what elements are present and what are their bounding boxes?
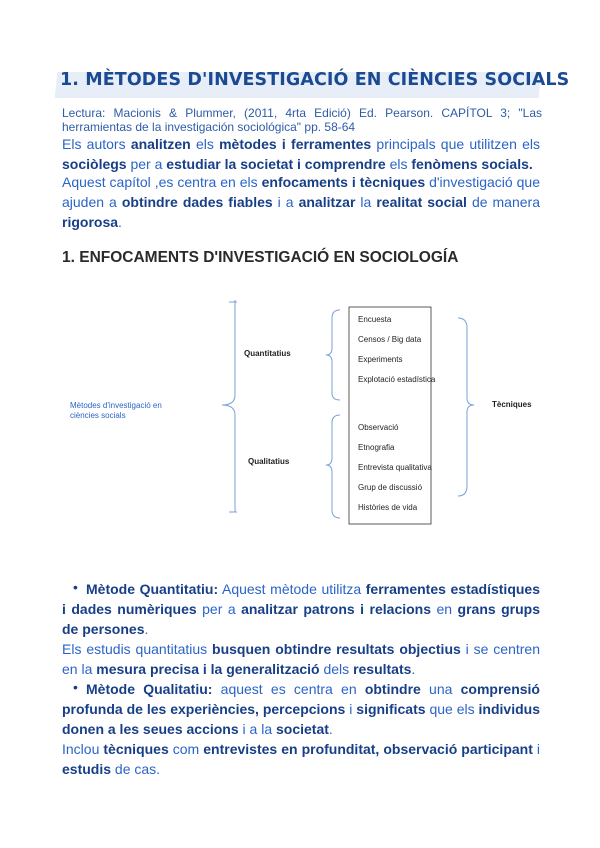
technique-item: Censos / Big data — [358, 335, 422, 344]
qualitative-paragraph: Mètode Qualitatiu: aquest es centra en obtindre una comprensió profunda de les experiències, percepcions i significats que els individus donen a les seues accions i a la societat. — [62, 681, 540, 737]
root-brace — [222, 300, 235, 512]
technique-item: Encuesta — [358, 315, 392, 324]
qualitative-label: Qualitatius — [248, 457, 290, 466]
technique-item: Etnografia — [358, 443, 395, 452]
section-heading: 1. ENFOCAMENTS D'INVESTIGACIÓ EN SOCIOLOGÍA — [62, 249, 459, 266]
quantitative-brace — [326, 310, 340, 400]
bullet-dot-icon: • — [73, 579, 78, 595]
quantitative-label: Quantitatius — [244, 349, 291, 358]
diagram-root-line-2: ciències socials — [70, 411, 126, 420]
qualitative-brace — [326, 415, 340, 518]
technique-item: Històries de vida — [358, 503, 418, 512]
technique-item: Observació — [358, 423, 399, 432]
diagram-root-line-1: Mètodes d'investigació en — [70, 401, 162, 410]
quantitative-paragraph-2: Els estudis quantitatius busquen obtindre resultats objectius i se centren en la mesura precisa i la generalització dels resultats. — [62, 641, 540, 677]
bullet-dot-icon: • — [73, 679, 78, 695]
technique-item: Explotació estadística — [358, 375, 436, 384]
qualitative-paragraph-2: Inclou tècniques com entrevistes en profunditat, observació participant i estudis de cas. — [62, 741, 541, 777]
technique-item: Entrevista qualitativa — [358, 463, 432, 472]
techniques-label: Tècniques — [492, 400, 532, 409]
intro-paragraph-2: Aquest capítol ,es centra en els enfocaments i tècniques d'investigació que ajuden a obtindre dades fiables i a analitzar la realitat social de manera rigorosa. — [62, 174, 540, 230]
techniques-brace — [458, 318, 474, 496]
quantitative-paragraph: Mètode Quantitatiu: Aquest mètode utilitza ferramentes estadístiques i dades numèriques per a analitzar patrons i relacions en grans grups de persones. — [62, 581, 541, 637]
page-title: 1. MÈTODES D'INVESTIGACIÓ EN CIÈNCIES SOCIALS — [60, 70, 570, 90]
technique-item: Grup de discussió — [358, 483, 423, 492]
technique-item: Experiments — [358, 355, 403, 364]
reading-reference: Lectura: Macionis & Plummer, (2011, 4rta Edició) Ed. Pearson. CAPÍTOL 3; "Las herramientas de la investigación sociológica" pp. 58-64 — [62, 106, 542, 134]
intro-paragraph-1: Els autors analitzen els mètodes i ferramentes principals que utilitzen els sociòlegs per a estudiar la societat i comprendre els fenòmens socials. — [62, 136, 540, 172]
